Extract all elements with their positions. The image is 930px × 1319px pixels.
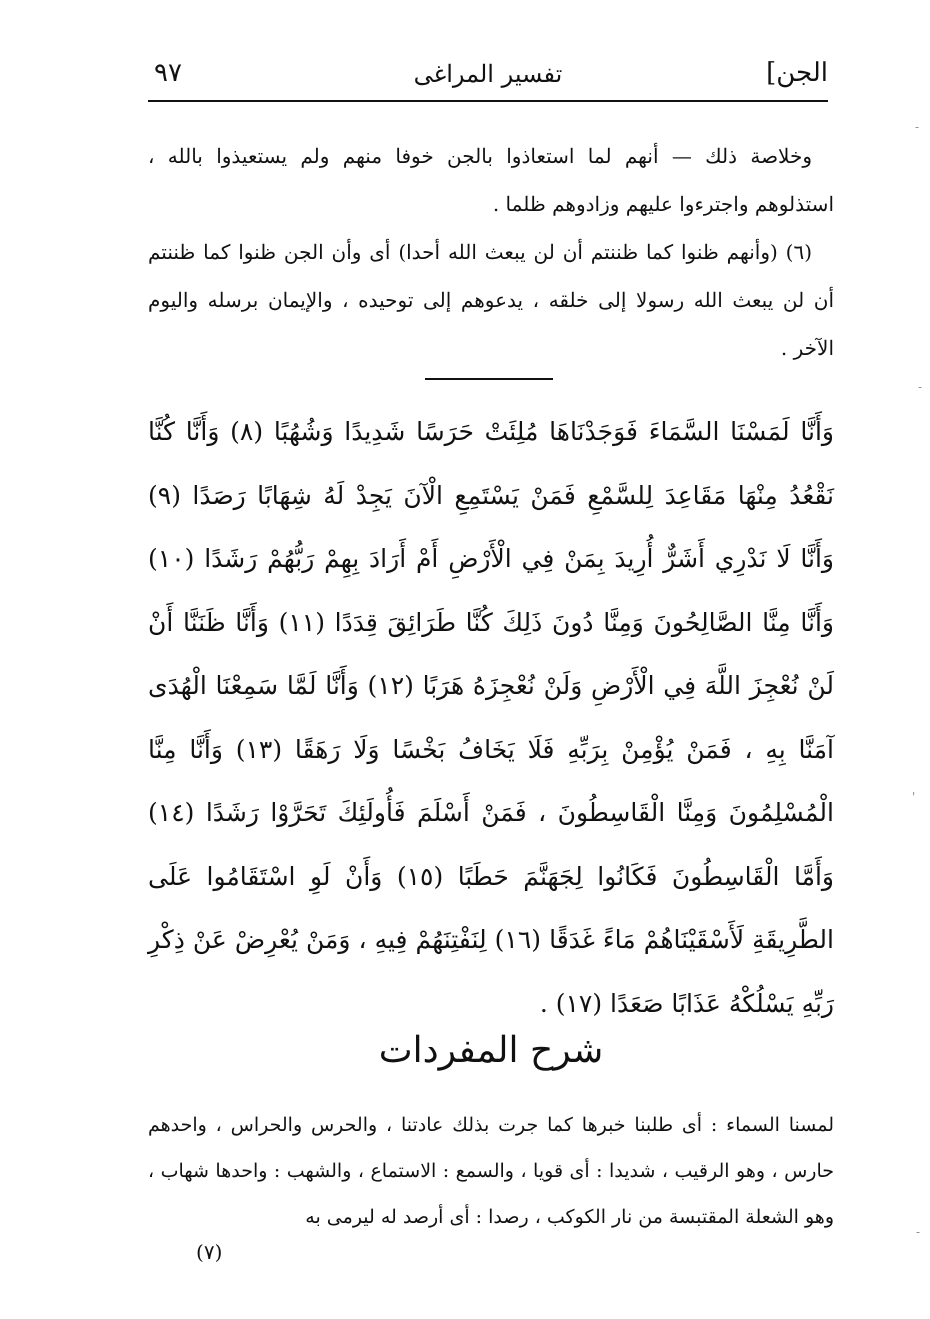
header-surah-name: الجن] [766, 58, 828, 88]
quran-verses-block: وَأَنَّا لَمَسْنَا السَّمَاءَ فَوَجَدْنَاهَا مُلِئَتْ حَرَسًا شَدِيدًا وَشُهُبًا (٨) وَأَنَّا كُنَّا نَقْعُدُ مِنْهَا مَقَاعِدَ لِلسَّمْعِ فَمَنْ يَسْتَمِعِ الْآنَ يَجِدْ لَهُ شِهَابًا رَصَدًا (٩) وَأَنَّا لَا نَدْرِي أَشَرٌّ أُرِيدَ بِمَنْ فِي الْأَرْضِ أَمْ أَرَادَ بِهِمْ رَبُّهُمْ رَشَدًا (١٠) وَأَنَّا مِنَّا الصَّالِحُونَ وَمِنَّا دُونَ ذَلِكَ كُنَّا طَرَائِقَ قِدَدًا (١١) وَأَنَّا ظَنَنَّا أَنْ لَنْ نُعْجِزَ اللَّهَ فِي الْأَرْضِ وَلَنْ نُعْجِزَهُ هَرَبًا (١٢) وَأَنَّا لَمَّا سَمِعْنَا الْهُدَى آمَنَّا بِهِ ، فَمَنْ يُؤْمِنْ بِرَبِّهِ فَلَا يَخَافُ بَخْسًا وَلَا رَهَقًا (١٣) وَأَنَّا مِنَّا الْمُسْلِمُونَ وَمِنَّا الْقَاسِطُونَ ، فَمَنْ أَسْلَمَ فَأُولَئِكَ تَحَرَّوْا رَشَدًا (١٤) وَأَمَّا الْقَاسِطُونَ فَكَانُوا لِجَهَنَّمَ حَطَبًا (١٥) وَأَنْ لَوِ اسْتَقَامُوا عَلَى الطَّرِيقَةِ لَأَسْقَيْنَاهُمْ مَاءً غَدَقًا (١٦) لِنَفْتِنَهُمْ فِيهِ ، وَمَنْ يُعْرِضْ عَنْ ذِكْرِ رَبِّهِ يَسْلُكْهُ عَذَابًا صَعَدًا (١٧) . [148, 417, 834, 1018]
verse-explanation-paragraph: (٦) (وأنهم ظنوا كما ظننتم أن لن يبعث الله أحدا) أى وأن الجن ظنوا كما ظننتم أن لن يبعث الله رسولا إلى خلقه ، يدعوهم إلى توحيده ، والإيمان برسله واليوم الآخر . [148, 240, 834, 360]
margin-scan-mark: ' [912, 790, 916, 804]
header-page-number: ٩٧ [154, 58, 182, 88]
header-book-title: تفسير المراغى [413, 60, 563, 88]
margin-scan-mark: - [915, 120, 920, 134]
vocabulary-explanation: لمسنا السماء : أى طلبنا خبرها كما جرت بذلك عادتنا ، والحرس والحراس ، واحدهم حارس ، وهو الرقيب ، شديدا : أى قويا ، والسمع : الاستماع ، والشهب : واحدها شهاب ، وهو الشعلة المقتبسة من نار الكوكب ، رصدا : أى أرصد له ليرمى به [148, 1114, 834, 1228]
page-header [148, 52, 828, 96]
vocabulary-heading: شرح المفردات [378, 1030, 604, 1071]
signature-mark: (٧) [196, 1240, 223, 1264]
summary-paragraph: وخلاصة ذلك — أنهم لما استعاذوا بالجن خوفا منهم ولم يستعيذوا بالله ، استذلوهم واجترءوا عليهم وزادوهم ظلما . [148, 144, 834, 216]
margin-scan-mark: - [916, 1225, 921, 1239]
margin-scan-mark: - [918, 380, 923, 394]
section-separator [425, 378, 553, 380]
summary-section [148, 132, 834, 372]
header-divider [148, 100, 828, 102]
